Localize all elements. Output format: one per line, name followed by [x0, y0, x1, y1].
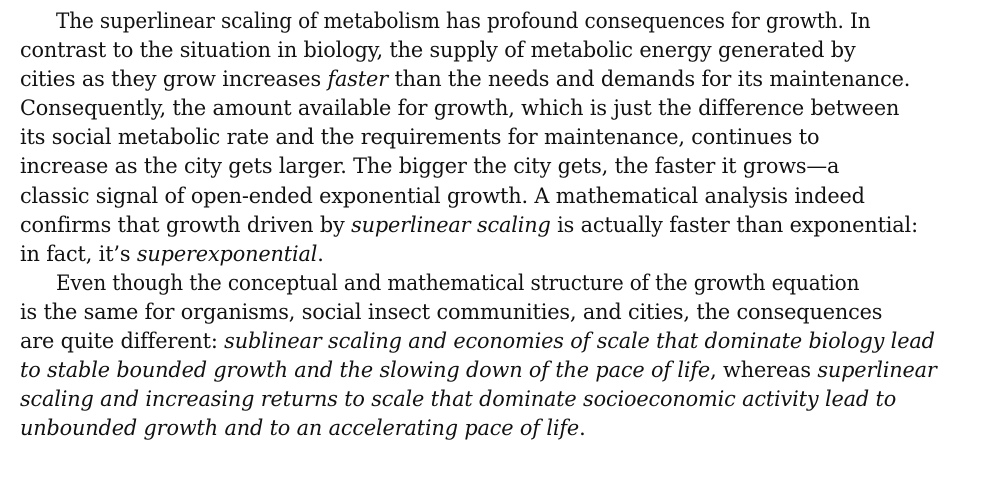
- italic-run: to stable bounded growth and the slowing down of the pace of life: [20, 358, 711, 384]
- paragraph-1: [0, 7, 982, 269]
- text-line: [20, 152, 970, 181]
- text-line: [20, 298, 970, 327]
- text-line: [20, 211, 970, 240]
- text-run: is the same for organisms, social insect communities, and cities, the consequences: [20, 299, 883, 325]
- text-run: its social metabolic rate and the requirements for maintenance, continues to: [20, 125, 820, 151]
- text-run: .: [317, 241, 324, 267]
- italic-run: unbounded growth and to an accelerating pace of life: [20, 416, 580, 442]
- text-run: The superlinear scaling of metabolism has profound consequences for growth. In: [56, 9, 871, 34]
- text-run: contrast to the situation in biology, the supply of metabolic energy generated by: [20, 38, 856, 64]
- text-line: [20, 36, 970, 65]
- text-line: [20, 414, 970, 443]
- text-run: are quite different:: [20, 329, 225, 355]
- text-run: confirms that growth driven by: [20, 212, 352, 238]
- text-line: [56, 7, 970, 36]
- text-run: cities as they grow increases: [20, 67, 328, 93]
- text-line: [20, 182, 970, 211]
- text-line: [56, 269, 970, 298]
- text-run: increase as the city gets larger. The bigger the city gets, the faster it grows—a: [20, 154, 840, 180]
- text-run: .: [579, 416, 586, 442]
- text-line: [20, 123, 970, 152]
- text-run: classic signal of open-ended exponential growth. A mathematical analysis indeed: [20, 183, 865, 209]
- text-line: [20, 356, 970, 385]
- text-line: [20, 94, 970, 123]
- italic-run: faster: [327, 67, 389, 93]
- text-run: is actually faster than exponential:: [550, 212, 918, 238]
- paragraph-2: [0, 269, 982, 444]
- text-run: in fact, it’s: [20, 241, 137, 267]
- text-line: [20, 240, 970, 269]
- italic-run: superlinear: [817, 358, 937, 384]
- italic-run: superlinear scaling: [351, 212, 551, 238]
- text-run: than the needs and demands for its maintenance.: [388, 67, 911, 93]
- text-run: , whereas: [710, 358, 818, 384]
- text-line: [20, 327, 970, 356]
- italic-run: superexponential: [136, 241, 318, 267]
- text-line: [20, 385, 970, 414]
- italic-run: scaling and increasing returns to scale that dominate socioeconomic activity lead to: [20, 387, 897, 413]
- text-line: [20, 65, 970, 94]
- text-run: Consequently, the amount available for growth, which is just the difference between: [20, 96, 900, 122]
- italic-run: sublinear scaling and economies of scale that dominate biology lead: [224, 329, 935, 355]
- text-run: Even though the conceptual and mathematical structure of the growth equation: [56, 270, 860, 296]
